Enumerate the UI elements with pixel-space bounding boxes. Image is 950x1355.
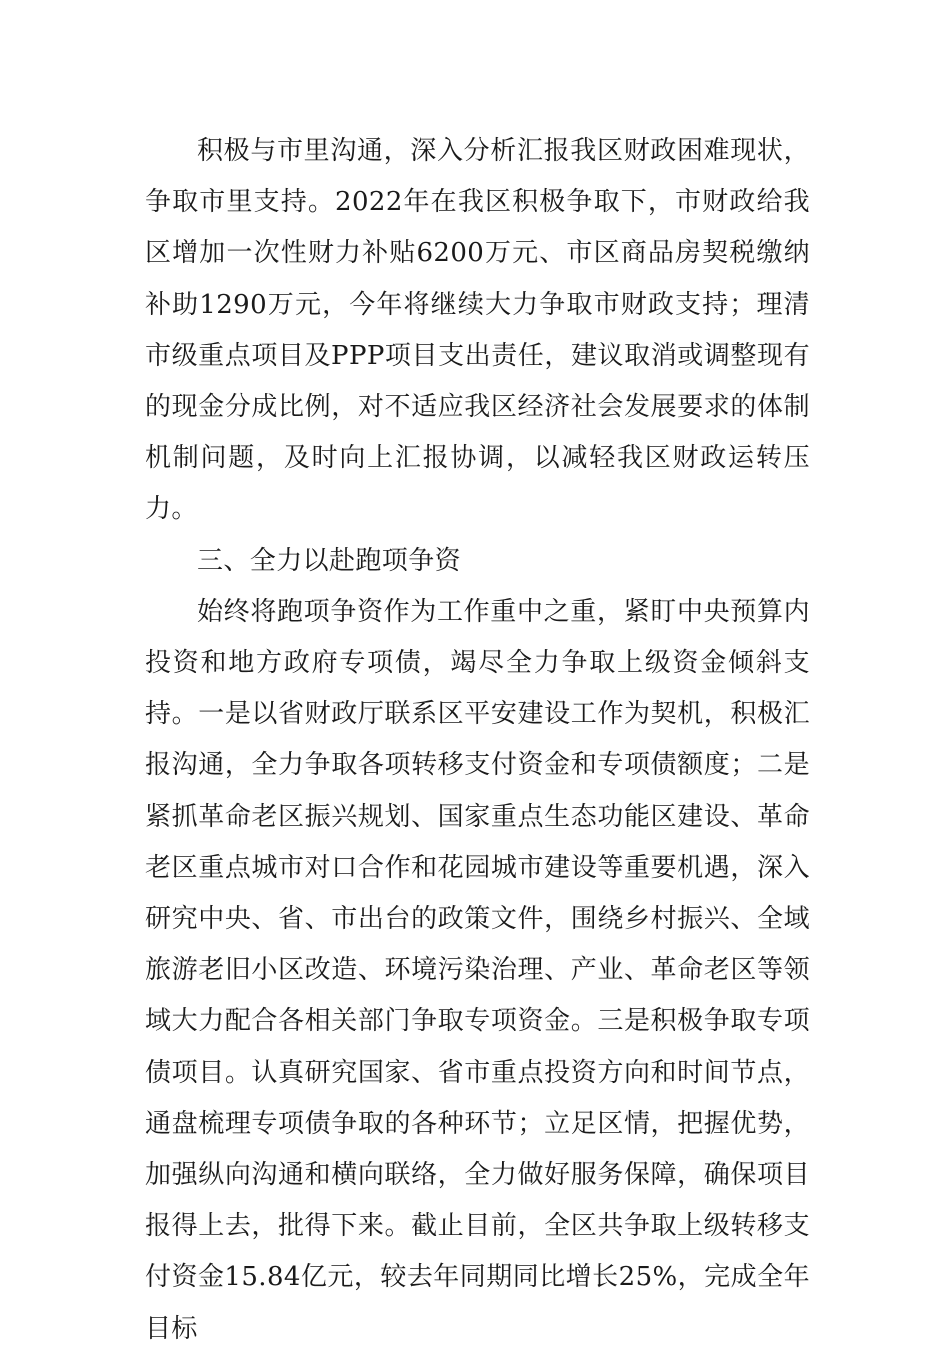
document-body bbox=[145, 126, 810, 1355]
paragraph-city-communication: 积极与市里沟通，深入分析汇报我区财政困难现状，争取市里支持。2022年在我区积极争取下，市财政给我区增加一次性财力补贴6200万元、市区商品房契税缴纳补助1290万元，今年将继续大力争取市财政支持；理清市级重点项目及PPP项目支出责任，建议取消或调整现有的现金分成比例，对不适应我区经济社会发展要求的体制机制问题，及时向上汇报协调，以减轻我区财政运转压力。 bbox=[145, 136, 810, 525]
paragraph-project-funding: 始终将跑项争资作为工作重中之重，紧盯中央预算内投资和地方政府专项债，竭尽全力争取上级资金倾斜支持。一是以省财政厅联系区平安建设工作为契机，积极汇报沟通，全力争取各项转移支付资金和专项债额度；二是紧抓革命老区振兴规划、国家重点生态功能区建设、革命老区重点城市对口合作和花园城市建设等重要机遇，深入研究中央、省、市出台的政策文件，围绕乡村振兴、全域旅游老旧小区改造、环境污染治理、产业、革命老区等领域大力配合各相关部门争取专项资金。三是积极争取专项债项目。认真研究国家、省市重点投资方向和时间节点，通盘梳理专项债争取的各种环节；立足区情，把握优势，加强纵向沟通和横向联络，全力做好服务保障，确保项目报得上去，批得下来。截止目前，全区共争取上级转移支付资金15.84亿元，较去年同期同比增长25%，完成全年目标 bbox=[145, 596, 810, 1344]
section-heading: 三、全力以赴跑项争资 bbox=[197, 545, 462, 576]
